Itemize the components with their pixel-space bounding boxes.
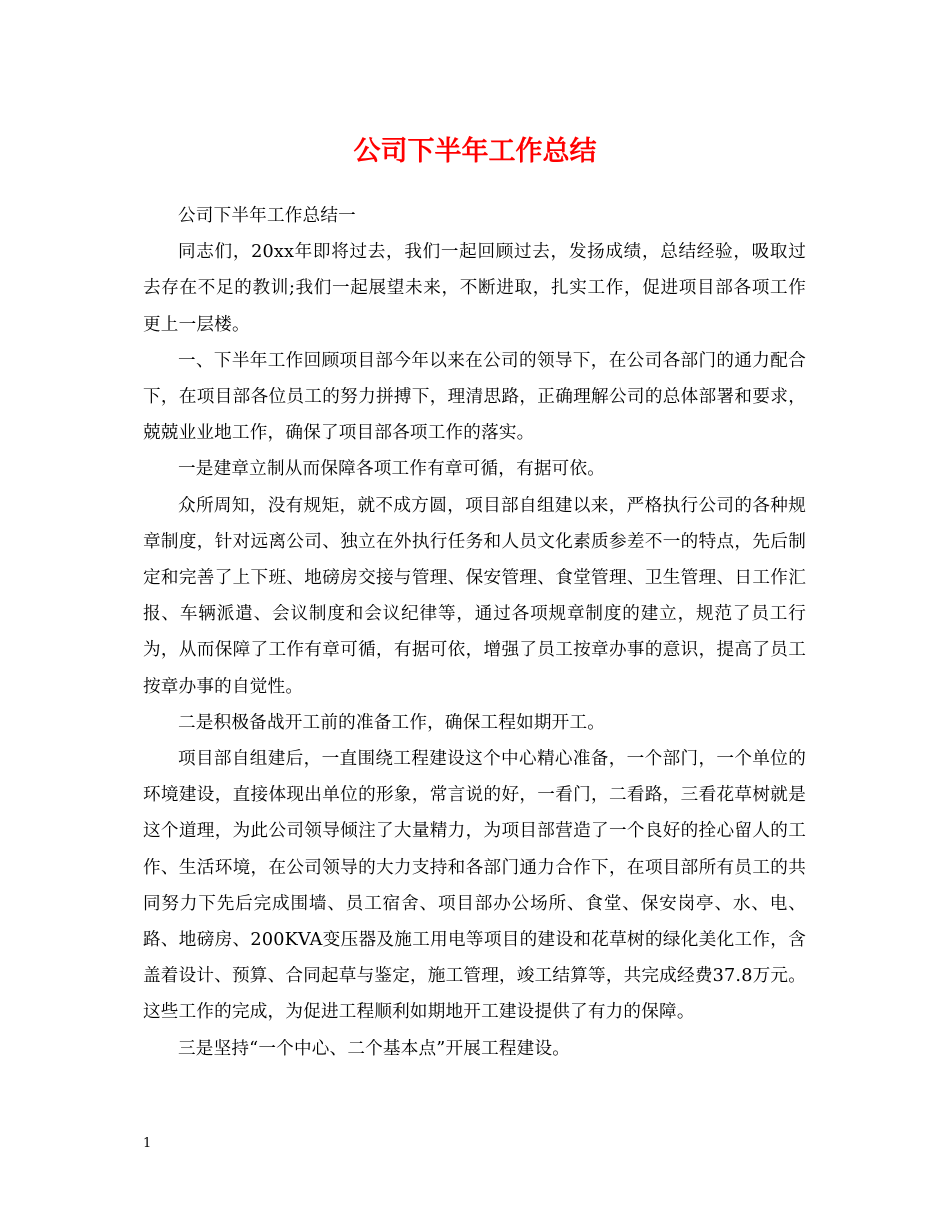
paragraph-subtitle: 公司下半年工作总结一 bbox=[178, 206, 356, 226]
paragraph-section-one: 一、下半年工作回顾项目部今年以来在公司的领导下，在公司各部门的通力配合下，在项目部各位员工的努力拼搏下，理清思路，正确理解公司的总体部署和要求，兢兢业业地工作，确保了项目部各项工作的落实。 bbox=[143, 350, 806, 444]
paragraph-point-one-body: 众所周知，没有规矩，就不成方圆，项目部自组建以来，严格执行公司的各种规章制度，针对远离公司、独立在外执行任务和人员文化素质参差不一的特点，先后制定和完善了上下班、地磅房交接与管理、保安管理、食堂管理、卫生管理、日工作汇报、车辆派遣、会议制度和会议纪律等，通过各项规章制度的建立，规范了员工行为，从而保障了工作有章可循，有据可依，增强了员工按章办事的意识，提高了员工按章办事的自觉性。 bbox=[143, 495, 806, 697]
paragraph-point-two-heading: 二是积极备战开工前的准备工作，确保工程如期开工。 bbox=[178, 712, 606, 733]
document-title: 公司下半年工作总结 bbox=[353, 136, 597, 167]
paragraph-intro: 同志们，20xx年即将过去，我们一起回顾过去，发扬成绩，总结经验，吸取过去存在不足的教训;我们一起展望未来，不断进取，扎实工作，促进项目部各项工作更上一层楼。 bbox=[143, 242, 806, 335]
paragraph-point-one-heading: 一是建章立制从而保障各项工作有章可循，有据可依。 bbox=[178, 459, 606, 480]
page-number: 1 bbox=[143, 1136, 152, 1151]
paragraph-point-three-heading: 三是坚持“一个中心、二个基本点”开展工程建设。 bbox=[178, 1038, 571, 1059]
document-body bbox=[143, 198, 806, 1067]
paragraph-point-two-body: 项目部自组建后，一直围绕工程建设这个中心精心准备，一个部门，一个单位的环境建设，直接体现出单位的形象，常言说的好，一看门，二看路，三看花草树就是这个道理，为此公司领导倾注了大量精力，为项目部营造了一个良好的拴心留人的工作、生活环境，在公司领导的大力支持和各部门通力合作下，在项目部所有员工的共同努力下先后完成围墙、员工宿舍、项目部办公场所、食堂、保安岗亭、水、电、路、地磅房、200KVA变压器及施工用电等项目的建设和花草树的绿化美化工作，含盖着设计、预算、合同起草与鉴定，施工管理，竣工结算等，共完成经费37.8万元。这些工作的完成，为促进工程顺利如期地开工建设提供了有力的保障。 bbox=[143, 749, 806, 1023]
